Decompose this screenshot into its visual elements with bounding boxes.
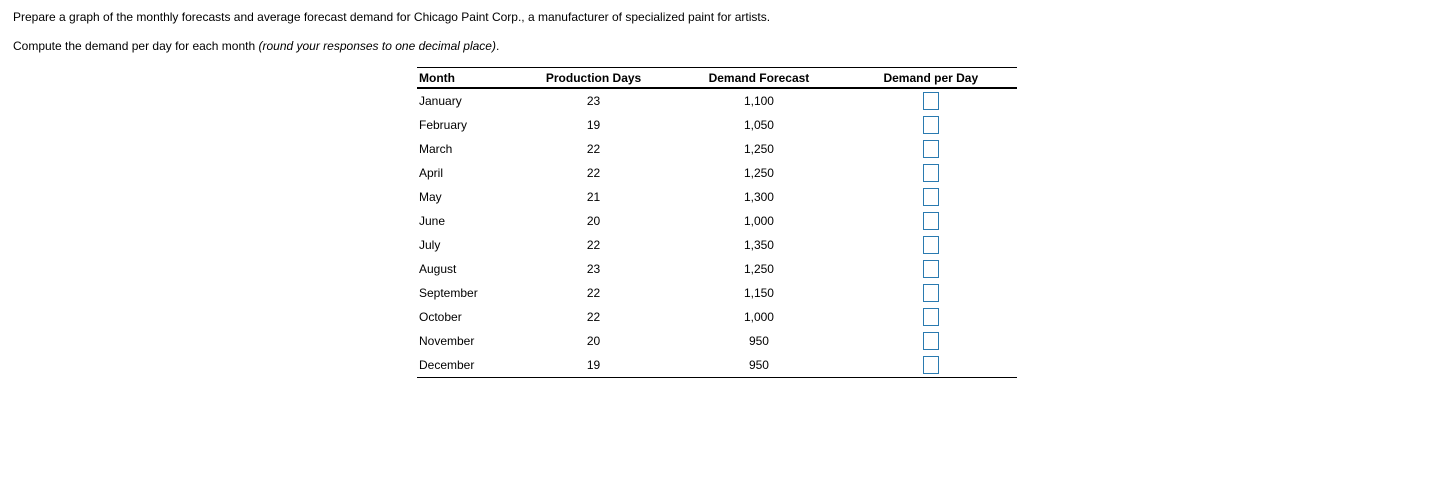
cell-demand-per-day: [845, 185, 1017, 209]
table-row: [417, 88, 1017, 113]
table-row: [417, 233, 1017, 257]
table-row: [417, 353, 1017, 378]
cell-demand-per-day: [845, 88, 1017, 113]
cell-production-days: 21: [586, 190, 601, 204]
demand-table: [417, 67, 1017, 378]
cell-production-days: 22: [586, 310, 601, 324]
cell-demand-forecast: 1,250: [743, 166, 774, 180]
cell-demand-per-day: [845, 257, 1017, 281]
instruction-compute: [13, 39, 499, 53]
demand-per-day-input[interactable]: [923, 188, 939, 206]
cell-demand-per-day: [845, 233, 1017, 257]
cell-month: April: [419, 166, 444, 180]
demand-per-day-input[interactable]: [923, 92, 939, 110]
cell-demand-forecast: 1,000: [743, 214, 774, 228]
cell-demand-forecast: 1,300: [743, 190, 774, 204]
cell-demand-forecast: 1,250: [743, 142, 774, 156]
table-row: [417, 185, 1017, 209]
cell-demand-forecast: 1,150: [743, 286, 774, 300]
cell-demand-forecast: 1,050: [743, 118, 774, 132]
instruction-graph: Prepare a graph of the monthly forecasts and average forecast demand for Chicago Paint Corp., a manufacturer of specialized paint for artists.: [13, 10, 771, 24]
table-row: [417, 305, 1017, 329]
instruction-compute-text: Compute the demand per day for each month: [13, 39, 259, 53]
cell-month: August: [419, 262, 457, 276]
cell-demand-per-day: [845, 305, 1017, 329]
header-demand-per-day: Demand per Day: [883, 70, 979, 85]
cell-month: March: [419, 142, 453, 156]
table-row: [417, 113, 1017, 137]
cell-production-days: 20: [586, 214, 601, 228]
header-month: Month: [419, 70, 455, 85]
cell-month: October: [419, 310, 462, 324]
table-row: [417, 329, 1017, 353]
demand-per-day-input[interactable]: [923, 356, 939, 374]
table-row: [417, 281, 1017, 305]
table-row: [417, 257, 1017, 281]
cell-month: December: [419, 358, 475, 372]
instruction-rounding-note: (round your responses to one decimal place): [258, 39, 496, 53]
cell-month: November: [419, 334, 475, 348]
cell-demand-per-day: [845, 353, 1017, 378]
header-production-days: Production Days: [545, 70, 642, 85]
cell-month: June: [419, 214, 446, 228]
cell-demand-forecast: 1,250: [743, 262, 774, 276]
cell-production-days: 22: [586, 166, 601, 180]
cell-production-days: 23: [586, 262, 601, 276]
cell-production-days: 20: [586, 334, 601, 348]
cell-month: January: [419, 94, 462, 108]
cell-production-days: 22: [586, 286, 601, 300]
instruction-compute-period: .: [495, 39, 500, 53]
cell-demand-per-day: [845, 113, 1017, 137]
cell-demand-per-day: [845, 161, 1017, 185]
cell-demand-forecast: 1,100: [743, 94, 774, 108]
cell-production-days: 22: [586, 142, 601, 156]
cell-demand-per-day: [845, 137, 1017, 161]
table-row: [417, 209, 1017, 233]
demand-per-day-input[interactable]: [923, 140, 939, 158]
table-header-row: [417, 68, 1017, 89]
cell-demand-per-day: [845, 329, 1017, 353]
cell-month: February: [419, 118, 468, 132]
cell-demand-forecast: 1,000: [743, 310, 774, 324]
demand-per-day-input[interactable]: [923, 212, 939, 230]
demand-per-day-input[interactable]: [923, 116, 939, 134]
demand-per-day-input[interactable]: [923, 284, 939, 302]
demand-per-day-input[interactable]: [923, 332, 939, 350]
cell-production-days: 19: [586, 118, 601, 132]
cell-demand-forecast: 1,350: [743, 238, 774, 252]
cell-production-days: 23: [586, 94, 601, 108]
demand-per-day-input[interactable]: [923, 308, 939, 326]
cell-month: July: [419, 238, 441, 252]
cell-demand-per-day: [845, 209, 1017, 233]
cell-production-days: 19: [586, 358, 601, 372]
cell-month: May: [419, 190, 442, 204]
cell-production-days: 22: [586, 238, 601, 252]
cell-demand-forecast: 950: [748, 358, 769, 372]
table-row: [417, 137, 1017, 161]
table-row: [417, 161, 1017, 185]
demand-per-day-input[interactable]: [923, 260, 939, 278]
cell-month: September: [419, 286, 478, 300]
cell-demand-forecast: 950: [748, 334, 769, 348]
header-demand-forecast: Demand Forecast: [708, 70, 810, 85]
demand-per-day-input[interactable]: [923, 164, 939, 182]
cell-demand-per-day: [845, 281, 1017, 305]
demand-per-day-input[interactable]: [923, 236, 939, 254]
